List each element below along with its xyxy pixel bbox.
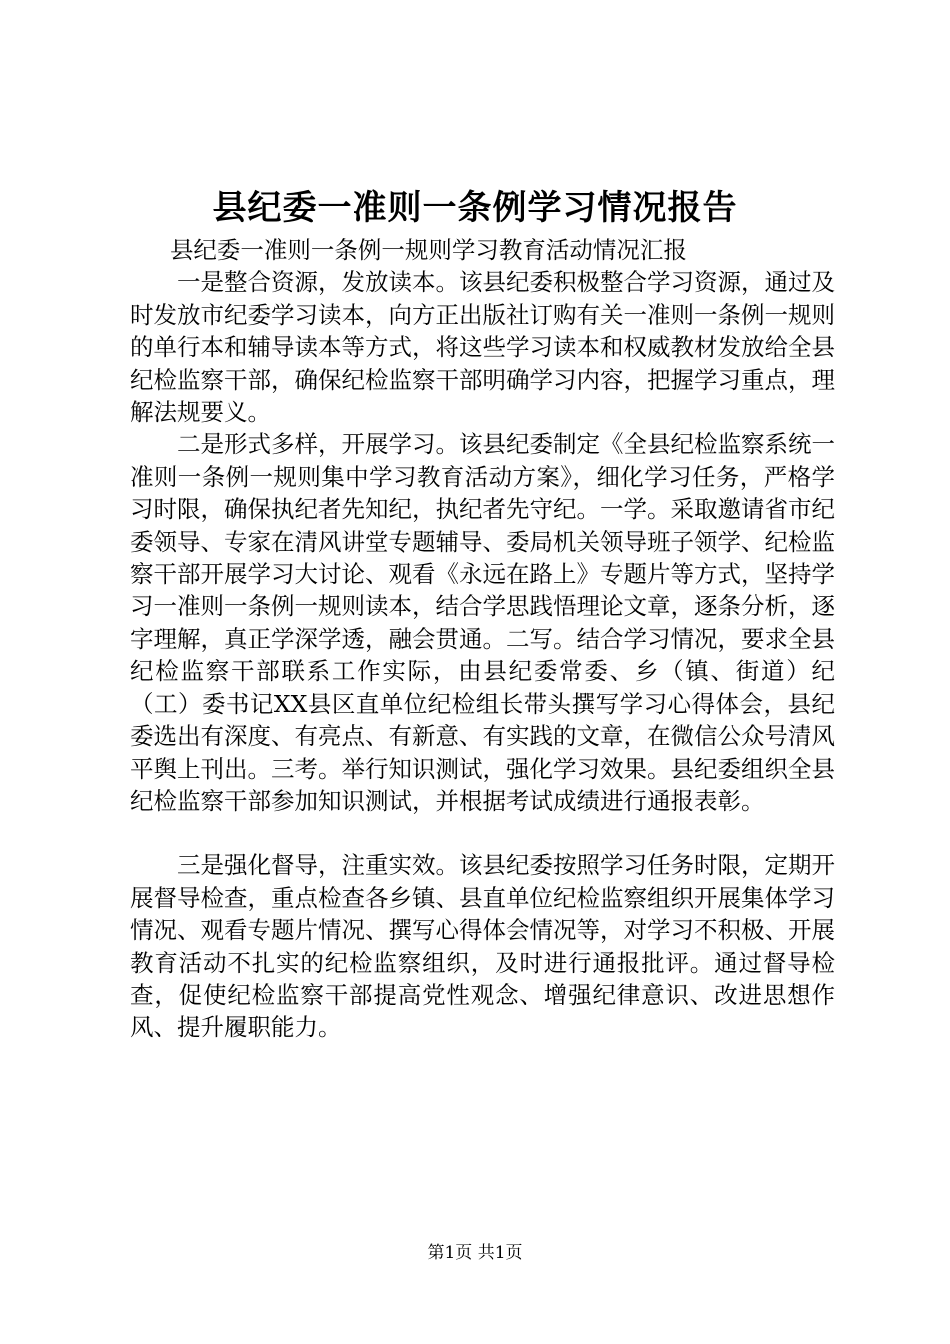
document-subtitle: 县纪委一准则一条例一规则学习教育活动情况汇报: [169, 236, 687, 264]
page-number: 第1页 共1页: [427, 1243, 523, 1263]
paragraph-2: 二是形式多样，开展学习。该县纪委制定《全县纪检监察系统一准则一条例一规则集中学习教育活动方案》，细化学习任务，严格学习时限，确保执纪者先知纪，执纪者先守纪。一学。采取邀请省市纪委领导、专家在清风讲堂专题辅导、委局机关领导班子领学、纪检监察干部开展学习大讨论、观看《永远在路上》专题片等方式，坚持学习一准则一条例一规则读本，结合学思践悟理论文章，逐条分析，逐字理解，真正学深学透，融会贯通。二写。结合学习情况，要求全县纪检监察干部联系工作实际，由县纪委常委、乡（镇、街道）纪（工）委书记XX县区直单位纪检组长带头撰写学习心得体会，县纪委选出有深度、有亮点、有新意、有实践的文章，在微信公众号清风平舆上刊出。三考。举行知识测试，强化学习效果。县纪委组织全县纪检监察干部参加知识测试，并根据考试成绩进行通报表彰。: [130, 430, 835, 815]
document-title: 县纪委一准则一条例学习情况报告: [212, 188, 738, 228]
document-body: [130, 234, 835, 1044]
paragraph-3: 三是强化督导，注重实效。该县纪委按照学习任务时限，定期开展督导检查，重点检查各乡镇、县直单位纪检监察组织开展集体学习情况、观看专题片情况、撰写心得体会情况等，对学习不积极、开展教育活动不扎实的纪检监察组织，及时进行通报批评。通过督导检查，促使纪检监察干部提高党性观念、增强纪律意识、改进思想作风、提升履职能力。: [130, 851, 835, 1042]
paragraph-1: 一是整合资源，发放读本。该县纪委积极整合学习资源，通过及时发放市纪委学习读本，向方正出版社订购有关一准则一条例一规则的单行本和辅导读本等方式，将这些学习读本和权威教材发放给全县纪检监察干部，确保纪检监察干部明确学习内容，把握学习重点，理解法规要义。: [130, 268, 835, 427]
